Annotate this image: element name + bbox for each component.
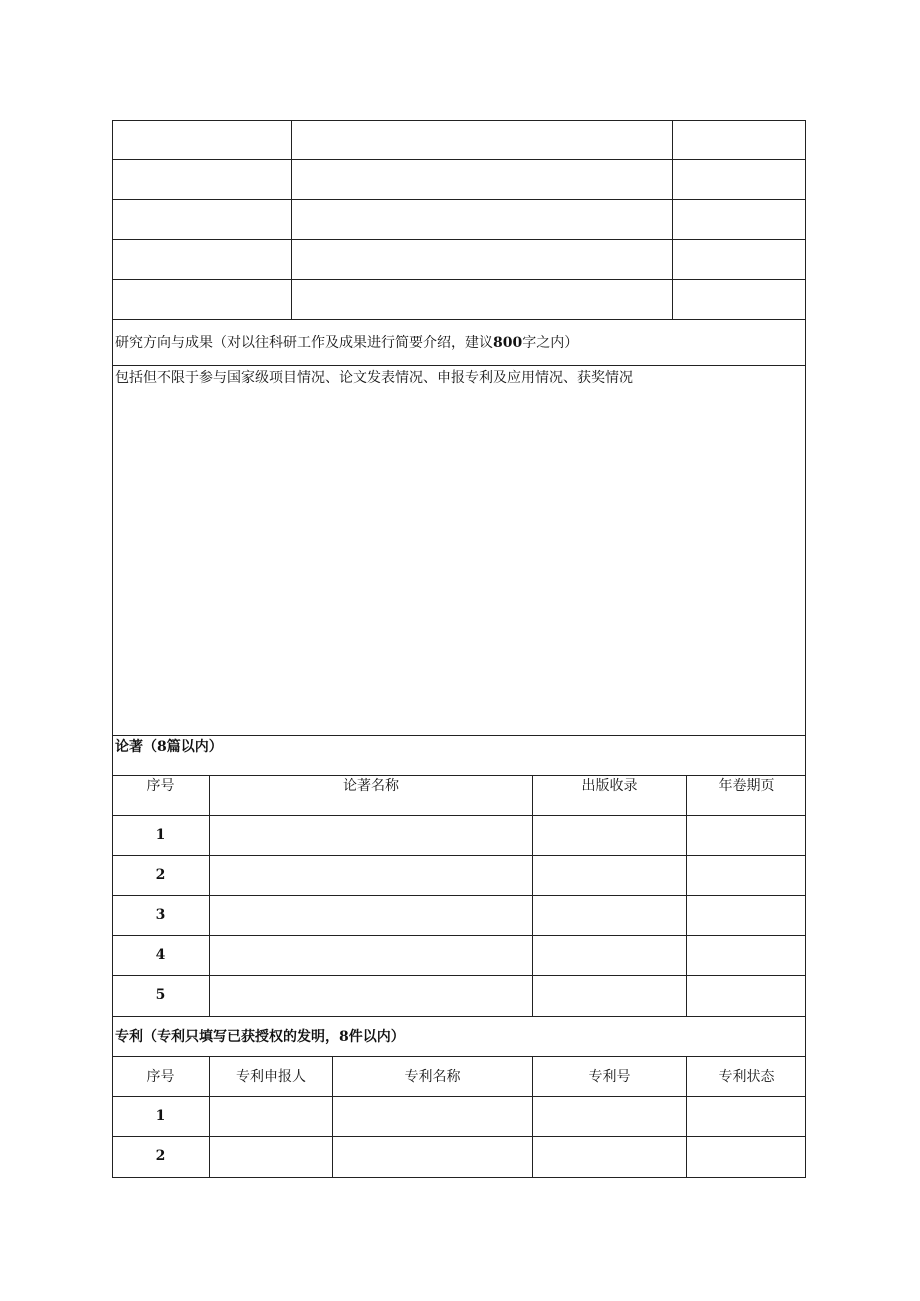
patents-header-number: 专利号 [588,1069,631,1085]
papers-row-divider [112,935,806,936]
papers-col-divider [686,775,687,1017]
research-title-tail: 字之内） [522,335,579,351]
patents-row-number: 1 [155,1108,166,1124]
papers-row-number: 5 [155,987,166,1003]
papers-header-name: 论著名称 [343,778,399,794]
research-title [115,334,578,352]
info-table-frame [112,120,806,320]
patents-header-name: 专利名称 [404,1069,461,1085]
patents-title-tail: 件以内） [348,1029,405,1045]
patents-title-number: 8 [339,1029,349,1045]
papers-col-divider [209,775,210,1017]
papers-header-index: 序号 [146,778,175,794]
patents-row-divider [112,1136,806,1137]
patents-row-divider [112,1096,806,1097]
info-row-divider [112,279,806,280]
papers-row-number: 1 [155,827,166,843]
research-content-box[interactable] [112,365,806,736]
papers-title [115,738,223,756]
papers-row-divider [112,975,806,976]
papers-row-divider [112,895,806,896]
patents-row-number: 2 [155,1148,166,1164]
papers-title-tail: 篇以内） [166,739,223,755]
info-row-divider [112,199,806,200]
papers-table-frame [112,775,806,1017]
patents-title-text: 专利（专利只填写已获授权的发明， [115,1029,339,1045]
info-row-divider [112,239,806,240]
papers-row-divider [112,855,806,856]
papers-title-number: 8 [157,739,167,755]
papers-col-divider [532,775,533,1017]
papers-row-number: 3 [155,907,166,923]
research-title-text: 研究方向与成果（对以往科研工作及成果进行简要介绍，建议 [115,335,493,351]
patents-title [115,1028,405,1046]
patents-header-index: 序号 [146,1069,175,1085]
info-col-divider [672,120,673,320]
patents-header-status: 专利状态 [718,1069,775,1085]
papers-row-divider [112,815,806,816]
papers-row-number: 2 [155,867,166,883]
info-row-divider [112,159,806,160]
papers-title-text: 论著（ [115,739,157,755]
info-col-divider [291,120,292,320]
papers-header-volume-pages: 年卷期页 [718,778,775,794]
research-title-number: 800 [493,335,523,351]
patents-header-applicant: 专利申报人 [236,1069,306,1085]
research-hint: 包括但不限于参与国家级项目情况、论文发表情况、申报专利及应用情况、获奖情况 [115,370,633,386]
papers-row-number: 4 [155,947,166,963]
papers-header-publication: 出版收录 [581,778,638,794]
